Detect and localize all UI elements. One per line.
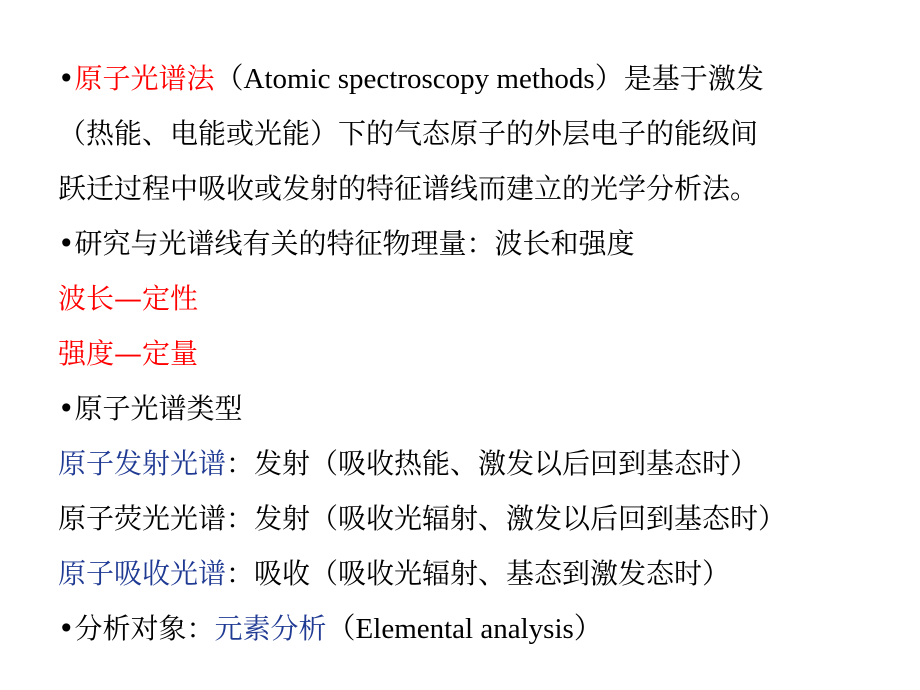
wavelength-qualitative-line: 波长—定性 bbox=[58, 282, 199, 315]
term-atomic-spectroscopy: 原子光谱法 bbox=[74, 62, 215, 95]
absorption-term: 原子吸收光谱 bbox=[58, 557, 227, 590]
english-term: （Atomic spectroscopy methods） bbox=[214, 63, 624, 95]
emission-description: ：发射（吸收热能、激发以后回到基态时） bbox=[226, 447, 759, 480]
physical-quantities-line: •研究与光谱线有关的特征物理量：波长和强度 bbox=[58, 227, 635, 260]
absorption-spectrum-line bbox=[58, 554, 730, 594]
analysis-object-prefix: •分析对象： bbox=[58, 612, 215, 645]
spectrum-types-heading: •原子光谱类型 bbox=[58, 392, 243, 425]
emission-term: 原子发射光谱 bbox=[58, 447, 227, 480]
definition-text: 是基于激发 bbox=[623, 62, 764, 95]
definition-line-1 bbox=[58, 59, 764, 99]
absorption-description: ：吸收（吸收光辐射、基态到激发态时） bbox=[226, 557, 731, 590]
elemental-analysis-english: （Elemental analysis） bbox=[326, 613, 603, 645]
fluorescence-spectrum-line: 原子荧光光谱：发射（吸收光辐射、激发以后回到基态时） bbox=[58, 502, 787, 535]
intensity-quantitative-line: 强度—定量 bbox=[58, 337, 199, 370]
analysis-object-line bbox=[58, 609, 603, 649]
definition-line-2: （热能、电能或光能）下的气态原子的外层电子的能级间 bbox=[58, 117, 759, 150]
bullet: • bbox=[58, 62, 75, 95]
emission-spectrum-line bbox=[58, 444, 758, 484]
definition-line-3: 跃迁过程中吸收或发射的特征谱线而建立的光学分析法。 bbox=[58, 172, 759, 205]
elemental-analysis-term: 元素分析 bbox=[214, 612, 327, 645]
